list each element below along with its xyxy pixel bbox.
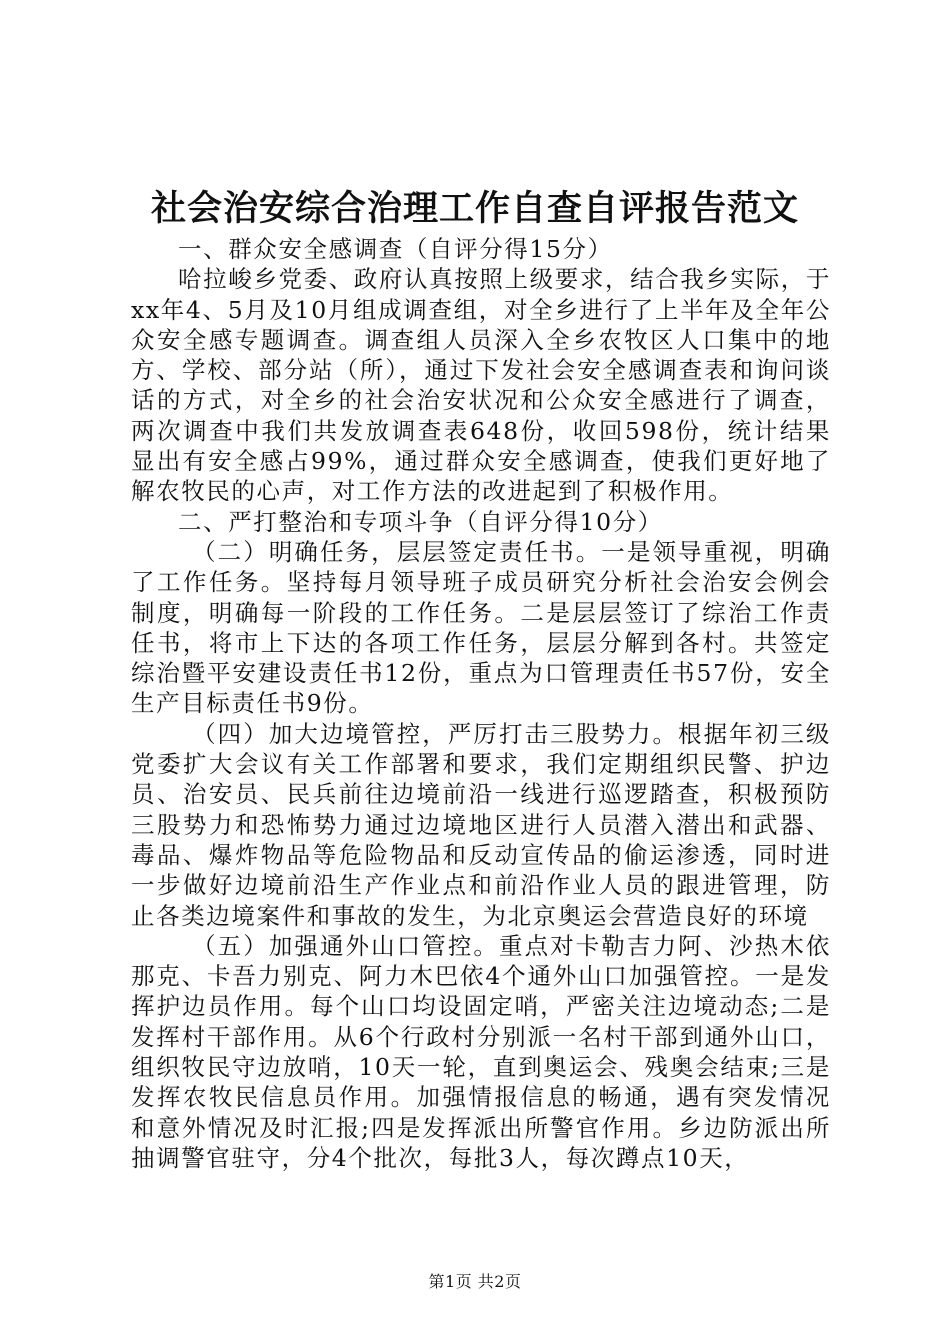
document-title: 社会治安综合治理工作自查自评报告范文 — [150, 188, 799, 229]
section-heading-1: 一、群众安全感调查（自评分得15分） — [178, 235, 613, 263]
page-number-footer: 第1页 共2页 — [428, 1272, 522, 1291]
paragraph-border-control: （四）加大边境管控，严厉打击三股势力。根据年初三级党委扩大会议有关工作部署和要求，我们定期组织民警、护边员、治安员、民兵前往边境前沿一线进行巡逻踏查，积极预防三股势力和恐怖势力通过边境地区进行人员潜入潜出和武器、毒品、爆炸物品等危险物品和反动宣传品的偷运渗透，同时进一步做好边境前沿生产作业点和前沿作业人员的跟进管理，防止各类边境案件和事故的发生，为北京奥运会营造良好的环境 — [131, 719, 831, 930]
paragraph-mountain-pass: （五）加强通外山口管控。重点对卡勒吉力阿、沙热木依那克、卡吾力别克、阿力木巴依4个通外山口加强管控。一是发挥护边员作用。每个山口均设固定哨，严密关注边境动态;二是发挥村干部作用。从6个行政村分别派一名村干部到通外山口，组织牧民守边放哨，10天一轮，直到奥运会、残奥会结束;三是发挥农牧民信息员作用。加强情报信息的畅通，遇有突发情况和意外情况及时汇报;四是发挥派出所警官作用。乡边防派出所抽调警官驻守，分4个批次，每批3人，每次蹲点10天， — [131, 931, 831, 1172]
section-heading-2: 二、严打整治和专项斗争（自评分得10分） — [178, 507, 663, 536]
paragraph-survey: 哈拉峻乡党委、政府认真按照上级要求，结合我乡实际，于xx年4、5月及10月组成调查组，对全乡进行了上半年及全年公众安全感专题调查。调查组人员深入全乡农牧区人口集中的地方、学校、部分站（所），通过下发社会安全感调查表和询问谈话的方式，对全乡的社会治安状况和公众安全感进行了调查，两次调查中我们共发放调查表648份，收回598份，统计结果显出有安全感占99%，通过群众安全感调查，使我们更好地了解农牧民的心声，对工作方法的改进起到了积极作用。 — [131, 265, 831, 506]
document-body — [131, 234, 831, 1173]
paragraph-responsibility: （二）明确任务，层层签定责任书。一是领导重视，明确了工作任务。坚持每月领导班子成员研究分析社会治安会例会制度，明确每一阶段的工作任务。二是层层签订了综治工作责任书，将市上下达的各项工作任务，层层分解到各村。共签定综治暨平安建设责任书12份，重点为口管理责任书57份，安全生产目标责任书9份。 — [131, 537, 831, 718]
